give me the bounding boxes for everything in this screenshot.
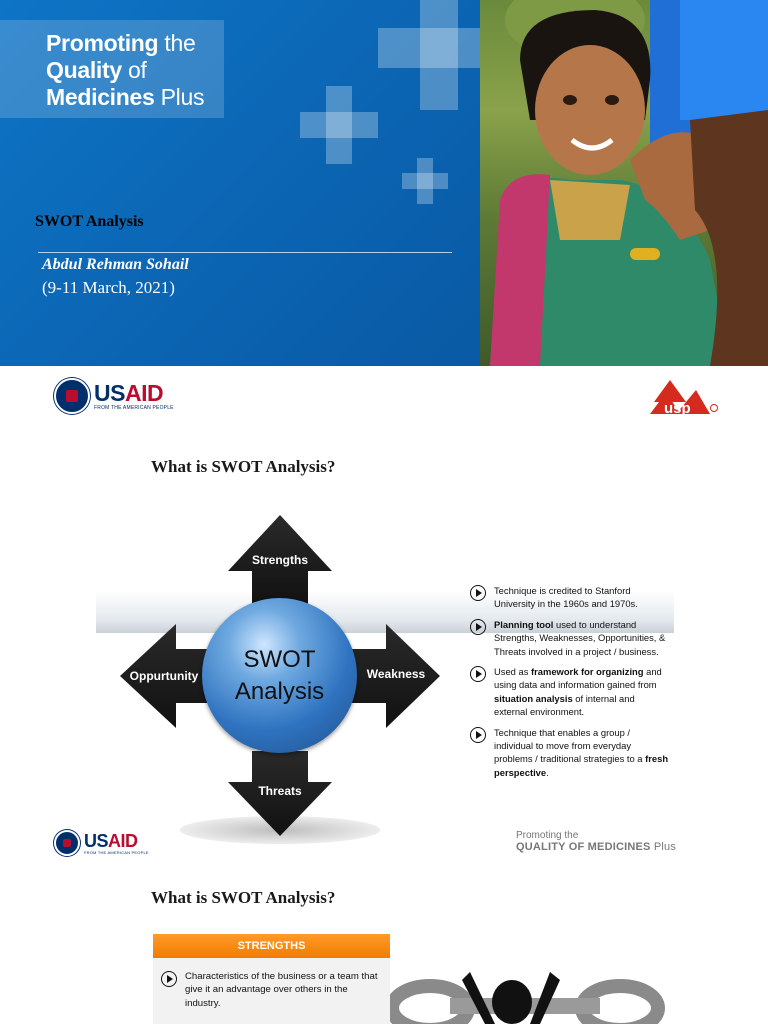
pqm-footer-bold: QUALITY OF MEDICINES [516, 841, 651, 853]
bullet-bold: fresh perspective [494, 753, 669, 778]
brand-word: Medicines [46, 84, 155, 110]
brand-word: Quality [46, 57, 122, 83]
bullet-text: Technique that enables a group / individual to move from everyday problems / traditional strategies to a [494, 726, 646, 765]
author-name: Abdul Rehman Sohail [42, 256, 189, 273]
girl-photo-illustration [480, 0, 768, 366]
strengths-card [153, 934, 390, 1024]
usaid-tagline: FROM THE AMERICAN PEOPLE [94, 405, 174, 411]
brand-word: of [127, 57, 147, 83]
usaid-seal-icon [54, 830, 80, 856]
label-opportunity: Oppurtunity [129, 669, 199, 683]
usaid-name-us: US [94, 380, 125, 406]
chain-figure-illustration [390, 962, 670, 1024]
bullet-text: Used as [494, 666, 531, 678]
play-circle-icon [470, 585, 486, 601]
list-item [470, 665, 670, 719]
strengths-header: STRENGTHS [153, 934, 390, 958]
play-circle-icon [470, 727, 486, 743]
usaid-tagline: FROM THE AMERICAN PEOPLE [84, 849, 149, 855]
bullet-bold: Planning tool [494, 618, 554, 630]
slide-title: What is SWOT Analysis? [151, 888, 336, 907]
swot-strengths-slide [0, 866, 768, 1024]
girl-photo [480, 0, 768, 366]
pqm-brand-logo [0, 20, 224, 118]
bullet-text: Technique is credited to Stanford University in the 1960s and 1970s. [494, 585, 638, 610]
plus-decoration-small-bar [402, 173, 448, 189]
brand-word: Promoting [46, 30, 159, 56]
pqm-footer-light: Plus [653, 841, 677, 853]
plus-decoration-large-bar [378, 28, 480, 68]
usaid-name-aid: AID [124, 380, 164, 406]
title-slide [0, 0, 768, 366]
bullet-list [470, 584, 670, 786]
slide-title: What is SWOT Analysis? [151, 457, 336, 476]
usaid-name-us: US [84, 830, 109, 851]
plus-decoration-medium-bar [300, 112, 378, 138]
brand-word: Plus [160, 84, 205, 110]
label-strengths: Strengths [251, 553, 308, 567]
divider [38, 252, 452, 253]
center-title-line2: Analysis [234, 677, 325, 705]
pqm-footer-logo [516, 830, 676, 853]
brand-word: the [164, 30, 196, 56]
bullet-text: . [546, 766, 549, 778]
bullet-text: of internal and external environment. [494, 692, 635, 718]
usaid-logo-footer [54, 830, 149, 856]
list-item [470, 584, 670, 611]
play-circle-icon [470, 619, 486, 635]
bullet-text: used to understand Strengths, Weaknesses, Opportunities, & Threats involved in a project / business. [494, 618, 666, 657]
usp-logo-text: usp [664, 400, 691, 416]
center-title-line1: SWOT [243, 645, 316, 673]
pqm-footer-line1: Promoting the [516, 830, 579, 841]
play-circle-icon [161, 971, 177, 987]
bullet-bold: situation analysis [494, 692, 573, 704]
play-circle-icon [470, 666, 486, 682]
strengths-item: Characteristics of the business or a team that give it an advantage over others in the industry. [185, 971, 378, 1009]
list-item [470, 726, 670, 780]
usaid-name-aid: AID [108, 830, 138, 851]
label-weakness: Weakness [366, 667, 426, 681]
presentation-date: (9-11 March, 2021) [42, 278, 175, 297]
swot-center-circle [202, 598, 357, 753]
presentation-title: SWOT Analysis [35, 213, 144, 230]
swot-diagram-slide [0, 366, 768, 866]
bullet-bold: framework for organizing [531, 666, 644, 678]
list-item [470, 618, 670, 658]
bullet-text: and using data and information gained from [494, 666, 662, 691]
label-threats: Threats [258, 784, 302, 798]
